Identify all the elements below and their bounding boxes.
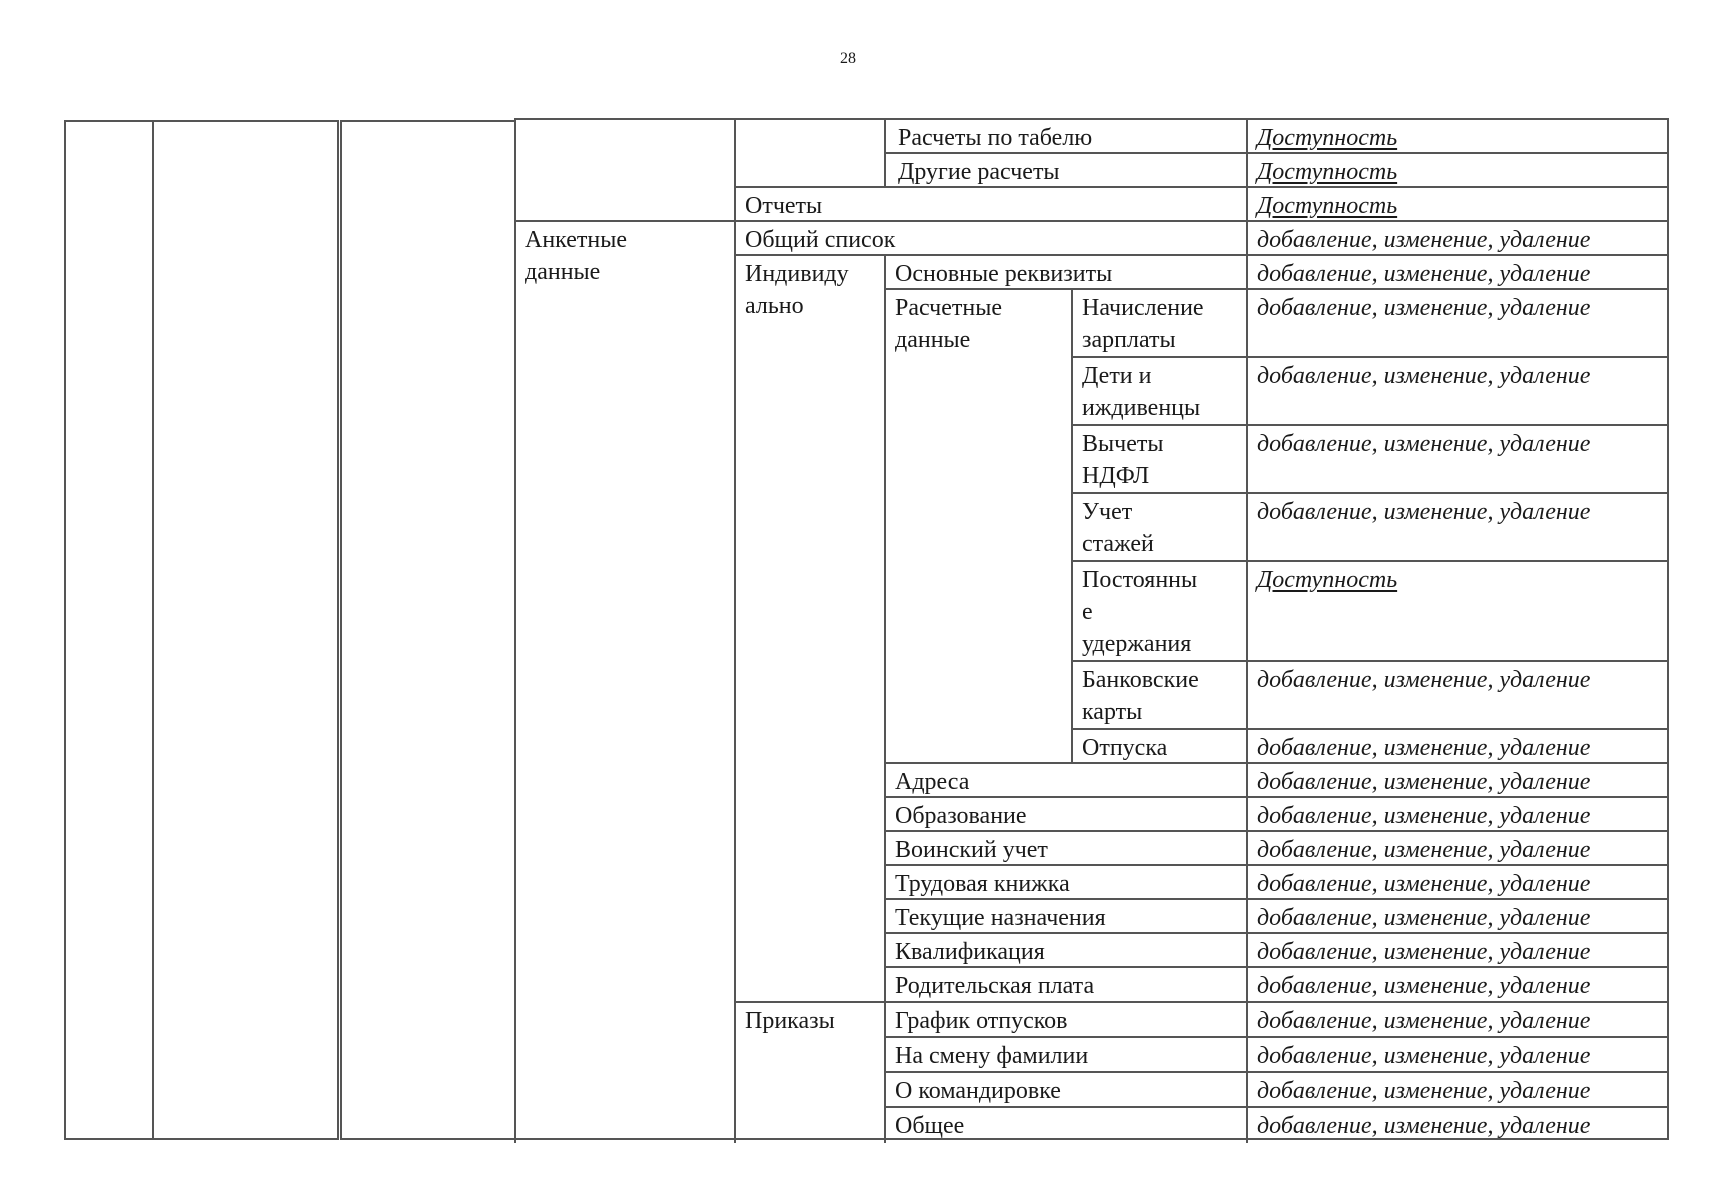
calc-item-permission: добавление, изменение, удаление	[1246, 426, 1669, 494]
page-number: 28	[840, 50, 856, 67]
row-label: Общий список	[734, 222, 1246, 256]
row-permission: Доступность	[1246, 188, 1669, 222]
permissions-table	[514, 118, 1669, 1140]
calc-item-permission: добавление, изменение, удаление	[1246, 358, 1669, 426]
individual-label: Индивиду ально	[734, 256, 884, 1003]
individual-item-label: Квалификация	[884, 934, 1246, 968]
calc-item-label: Банковские карты	[1071, 662, 1246, 730]
individual-item-permission: добавление, изменение, удаление	[1246, 968, 1669, 1003]
left-table-divider	[152, 122, 154, 1138]
order-item-permission: добавление, изменение, удаление	[1246, 1073, 1669, 1108]
calc-data-label: Расчетные данные	[884, 290, 1071, 764]
row-label: Расчеты по табелю	[884, 120, 1246, 154]
individual-item-permission: добавление, изменение, удаление	[1246, 764, 1669, 798]
individual-item-permission: добавление, изменение, удаление	[1246, 866, 1669, 900]
row-label: Другие расчеты	[884, 154, 1246, 188]
individual-item-permission: добавление, изменение, удаление	[1246, 934, 1669, 968]
calc-item-permission: добавление, изменение, удаление	[1246, 494, 1669, 562]
calc-item-permission: добавление, изменение, удаление	[1246, 730, 1669, 764]
row-permission: добавление, изменение, удаление	[1246, 222, 1669, 256]
individual-item-label: Трудовая книжка	[884, 866, 1246, 900]
order-item-label: О командировке	[884, 1073, 1246, 1108]
calc-item-permission: Доступность	[1246, 562, 1669, 662]
row-permission: добавление, изменение, удаление	[1246, 256, 1669, 290]
calc-item-label: Начисление зарплаты	[1071, 290, 1246, 358]
calc-item-permission: добавление, изменение, удаление	[1246, 662, 1669, 730]
row-label: Основные реквизиты	[884, 256, 1246, 290]
individual-item-label: Текущие назначения	[884, 900, 1246, 934]
order-item-label: График отпусков	[884, 1003, 1246, 1038]
row-permission: Доступность	[1246, 120, 1669, 154]
individual-item-permission: добавление, изменение, удаление	[1246, 900, 1669, 934]
calc-item-label: Отпуска	[1071, 730, 1246, 764]
calc-item-permission: добавление, изменение, удаление	[1246, 290, 1669, 358]
order-item-label: Общее	[884, 1108, 1246, 1143]
calc-item-label: Вычеты НДФЛ	[1071, 426, 1246, 494]
row-label: Отчеты	[734, 188, 1246, 222]
empty-cell	[514, 120, 734, 222]
individual-item-label: Адреса	[884, 764, 1246, 798]
row-permission: Доступность	[1246, 154, 1669, 188]
calc-item-label: Учет стажей	[1071, 494, 1246, 562]
individual-item-label: Родительская плата	[884, 968, 1246, 1003]
individual-item-permission: добавление, изменение, удаление	[1246, 798, 1669, 832]
order-item-permission: добавление, изменение, удаление	[1246, 1003, 1669, 1038]
individual-item-permission: добавление, изменение, удаление	[1246, 832, 1669, 866]
section-label: Анкетные данные	[514, 222, 734, 1143]
left-empty-table	[64, 120, 339, 1140]
blank-column	[340, 120, 515, 1140]
empty-cell	[734, 120, 884, 188]
order-item-permission: добавление, изменение, удаление	[1246, 1108, 1669, 1143]
individual-item-label: Воинский учет	[884, 832, 1246, 866]
orders-label: Приказы	[734, 1003, 884, 1143]
order-item-permission: добавление, изменение, удаление	[1246, 1038, 1669, 1073]
calc-item-label: Постоянны е удержания	[1071, 562, 1246, 662]
individual-item-label: Образование	[884, 798, 1246, 832]
order-item-label: На смену фамилии	[884, 1038, 1246, 1073]
calc-item-label: Дети и иждивенцы	[1071, 358, 1246, 426]
